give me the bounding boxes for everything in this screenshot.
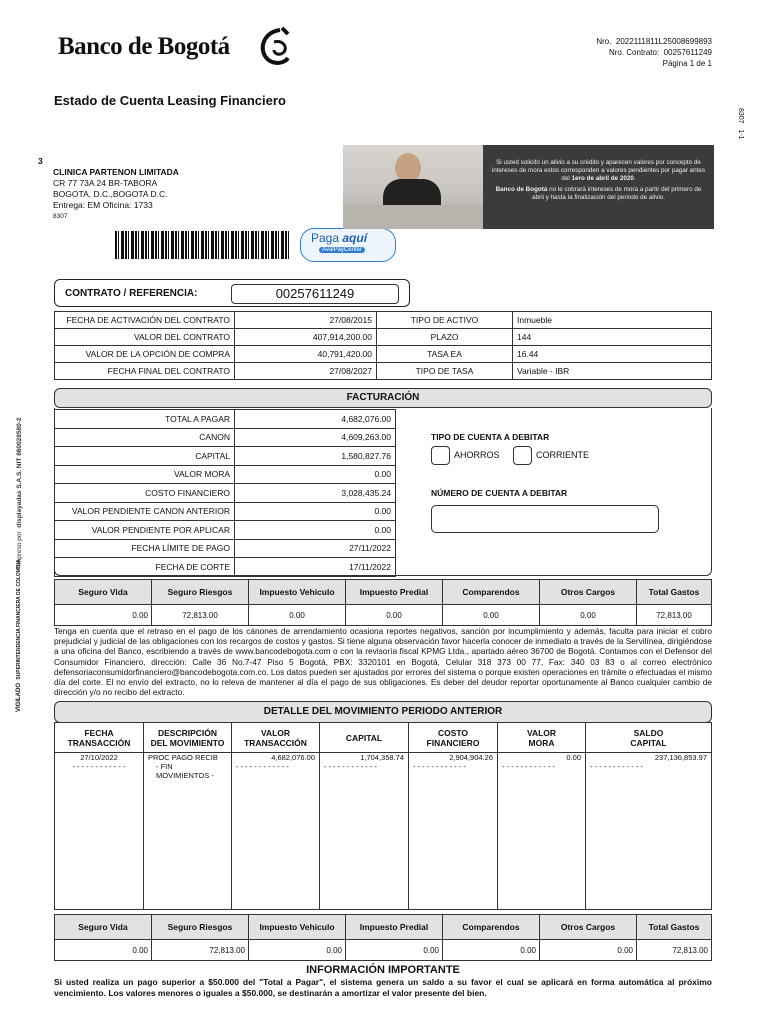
detail-value: 40,791,420.00 bbox=[235, 346, 377, 363]
billing-value: 1,580,827.76 bbox=[235, 447, 396, 466]
end-movements: - FIN MOVIMIENTOS - bbox=[156, 762, 214, 780]
movement-header-saldo: SALDO CAPITAL bbox=[586, 723, 712, 753]
page-indicator: Página 1 de 1 bbox=[662, 59, 712, 68]
charges-header: Seguro Vida bbox=[55, 580, 152, 605]
recipient-code: 8307 bbox=[53, 213, 68, 220]
detail-label: FECHA FINAL DEL CONTRATO bbox=[55, 363, 235, 380]
billing-label: CAPITAL bbox=[55, 447, 235, 466]
charges-header: Otros Cargos bbox=[540, 915, 637, 940]
charge-value: 0.00 bbox=[55, 940, 152, 961]
table-row bbox=[55, 410, 396, 429]
contract-reference-box bbox=[54, 279, 410, 307]
detail-value2: 144 bbox=[513, 329, 712, 346]
billing-label: VALOR PENDIENTE CANON ANTERIOR bbox=[55, 502, 235, 521]
side-code: 8307 1-1 bbox=[737, 108, 744, 140]
table-row bbox=[55, 558, 396, 577]
charges-header-row bbox=[55, 915, 712, 940]
charges-header: Impuesto Predial bbox=[346, 580, 443, 605]
charge-value: 72,813.00 bbox=[152, 940, 249, 961]
billing-value: 3,028,435.24 bbox=[235, 484, 396, 503]
detail-value: 27/08/2027 bbox=[235, 363, 377, 380]
detail-value2: 16.44 bbox=[513, 346, 712, 363]
charges-header: Impuesto Vehiculo bbox=[249, 580, 346, 605]
corriente-option[interactable] bbox=[513, 446, 589, 465]
dash-line: - - - - - - - - - - - - bbox=[236, 762, 289, 771]
detail-label2: TASA EA bbox=[377, 346, 513, 363]
charges-header: Impuesto Vehiculo bbox=[249, 915, 346, 940]
table-row bbox=[55, 605, 712, 626]
charges-header: Seguro Vida bbox=[55, 915, 152, 940]
promo-line2: no le cobrará intereses de mora a partir del primero de abril y hasta la finalización del periodo de alivio. bbox=[531, 186, 702, 201]
dash-line: - - - - - - - - - - - - bbox=[413, 762, 466, 771]
table-row bbox=[55, 521, 396, 540]
movement-date: 27/10/2022 bbox=[80, 753, 118, 762]
billing-value: 0.00 bbox=[235, 521, 396, 540]
promo-line1: Si usted solicitó un alivio a su crédito y aparecen valores por concepto de intereses de mora estos corresponden a valores pendientes por pagar antes del bbox=[491, 159, 706, 182]
table-row bbox=[55, 312, 712, 329]
promo-line2-bold: Banco de Bogotá bbox=[495, 186, 548, 193]
charges-header: Impuesto Predial bbox=[346, 915, 443, 940]
table-row bbox=[55, 502, 396, 521]
detail-value2: Variable - IBR bbox=[513, 363, 712, 380]
charges-header-row bbox=[55, 580, 712, 605]
printer-credit: Impreso por displayadas S.A.S. NIT 860028580-2 bbox=[16, 417, 23, 566]
movement-header-mora: VALOR MORA bbox=[498, 723, 586, 753]
recipient-number: 3 bbox=[38, 156, 43, 166]
badge-text2: aquí bbox=[342, 231, 368, 245]
movement-header-costo: COSTO FINANCIERO bbox=[409, 723, 498, 753]
promo-line1-bold: 1ero de abril de 2020 bbox=[571, 175, 634, 182]
dash-line: - - - - - - - - - - - - bbox=[502, 762, 555, 771]
table-row bbox=[55, 428, 396, 447]
nro-value: 2022111811L25008699893 bbox=[615, 37, 712, 46]
movement-value: 4,682,076.00 bbox=[271, 753, 315, 762]
account-number-field[interactable] bbox=[431, 505, 659, 533]
table-row bbox=[55, 346, 712, 363]
table-row bbox=[55, 753, 712, 910]
charge-value: 0.00 bbox=[249, 940, 346, 961]
promo-banner: Si usted solicitó un alivio a su crédito y aparecen valores por concepto de intereses de mora estos corresponden a valores pendientes por pagar antes del 1ero de abril de 2020. Banco de Bogotá no le cobrará intereses de mora a partir del primero de abril y hasta la finalización del periodo de alivio. bbox=[483, 145, 714, 229]
document-info bbox=[596, 36, 712, 69]
charge-value: 0.00 bbox=[55, 605, 152, 626]
contract-details-table bbox=[54, 311, 712, 380]
detail-label2: TIPO DE ACTIVO bbox=[377, 312, 513, 329]
detail-label2: TIPO DE TASA bbox=[377, 363, 513, 380]
promo-photo bbox=[343, 145, 483, 229]
charge-value: 72,813.00 bbox=[152, 605, 249, 626]
movement-mora: 0.00 bbox=[566, 753, 581, 762]
contract-reference-field bbox=[231, 284, 399, 304]
billing-label: COSTO FINANCIERO bbox=[55, 484, 235, 503]
billing-table bbox=[54, 409, 396, 577]
badge-text1: Paga bbox=[311, 231, 340, 245]
dash-line: - - - - - - - - - - - - bbox=[324, 762, 377, 771]
table-row bbox=[55, 329, 712, 346]
charges-header: Total Gastos bbox=[637, 580, 712, 605]
corriente-checkbox[interactable] bbox=[513, 446, 532, 465]
recipient-block bbox=[38, 156, 179, 222]
charge-value: 0.00 bbox=[540, 605, 637, 626]
charges-header: Otros Cargos bbox=[540, 580, 637, 605]
movement-description: PROC PAGO RECIB bbox=[148, 753, 218, 762]
corriente-label: CORRIENTE bbox=[536, 449, 590, 460]
billing-label: VALOR PENDIENTE POR APLICAR bbox=[55, 521, 235, 540]
movement-capital: 1,704,358.74 bbox=[360, 753, 404, 762]
detail-label: VALOR DE LA OPCIÓN DE COMPRA bbox=[55, 346, 235, 363]
movement-header-valor: VALOR TRANSACCIÓN bbox=[232, 723, 320, 753]
barcode bbox=[115, 231, 291, 259]
billing-value: 17/11/2022 bbox=[235, 558, 396, 577]
table-row bbox=[55, 447, 396, 466]
detail-value: 407,914,200.00 bbox=[235, 329, 377, 346]
info-title: INFORMACIÓN IMPORTANTE bbox=[306, 964, 460, 976]
charges-header: Comparendos bbox=[443, 580, 540, 605]
charge-value: 0.00 bbox=[249, 605, 346, 626]
table-row bbox=[55, 363, 712, 380]
movements-header-row bbox=[55, 723, 712, 753]
ahorros-option[interactable] bbox=[431, 446, 500, 465]
billing-value: 0.00 bbox=[235, 465, 396, 484]
table-row bbox=[55, 940, 712, 961]
charge-value: 72,813.00 bbox=[637, 605, 712, 626]
billing-value: 4,609,263.00 bbox=[235, 428, 396, 447]
vigilado-seal: VIGILADO SUPERINTENDENCIA FINANCIERA DE COLOMBIA bbox=[16, 559, 22, 712]
table-row bbox=[55, 539, 396, 558]
detail-value2: Inmueble bbox=[513, 312, 712, 329]
recipient-address1: CR 77 73A 24 BR-TABORA bbox=[53, 178, 158, 188]
movement-header-fecha: FECHA TRANSACCIÓN bbox=[55, 723, 144, 753]
billing-value: 4,682,076.00 bbox=[235, 410, 396, 429]
movement-saldo: 237,136,853.97 bbox=[654, 753, 707, 762]
detail-value: 27/08/2015 bbox=[235, 312, 377, 329]
movement-costo: 2,904,904.26 bbox=[449, 753, 493, 762]
movements-title: DETALLE DEL MOVIMIENTO PERIODO ANTERIOR bbox=[54, 701, 712, 723]
contract-reference-label: CONTRATO / REFERENCIA: bbox=[65, 288, 198, 299]
billing-label: VALOR MORA bbox=[55, 465, 235, 484]
bank-name: Banco de Bogotá bbox=[58, 33, 230, 60]
dash-line: - - - - - - - - - - - - bbox=[590, 762, 643, 771]
contrato-value: 00257611249 bbox=[663, 48, 712, 57]
table-row bbox=[55, 465, 396, 484]
charge-value: 0.00 bbox=[346, 940, 443, 961]
billing-label: TOTAL A PAGAR bbox=[55, 410, 235, 429]
charge-value: 72,813.00 bbox=[637, 940, 712, 961]
account-number-label: NÚMERO DE CUENTA A DEBITAR bbox=[431, 488, 568, 498]
charges-header: Seguro Riesgos bbox=[152, 580, 249, 605]
billing-label: CANON bbox=[55, 428, 235, 447]
paga-aqui-badge[interactable] bbox=[300, 228, 396, 262]
recipient-address2: BOGOTA, D.C.,BOGOTA D.C. bbox=[53, 189, 168, 199]
charges-table-2 bbox=[54, 914, 712, 961]
movements-table bbox=[54, 722, 712, 910]
bank-logo bbox=[58, 28, 298, 70]
info-text: Si usted realiza un pago superior a $50.000 del "Total a Pagar", el sistema genera un saldo a su favor el cual se aplicará en forma automática al próximo vencimiento. Los valores menores o iguales a $50.000, se destinarán a amortizar el valor presente del bien. bbox=[54, 977, 712, 998]
page-title: Estado de Cuenta Leasing Financiero bbox=[54, 93, 286, 108]
nro-label: Nro. bbox=[596, 37, 612, 46]
badge-text3: AvalPayCenter bbox=[319, 247, 365, 253]
table-row bbox=[55, 484, 396, 503]
recipient-delivery: Entrega: EM Oficina: 1733 bbox=[53, 200, 153, 210]
recipient-name: CLINICA PARTENON LIMITADA bbox=[53, 167, 179, 177]
charge-value: 0.00 bbox=[540, 940, 637, 961]
billing-label: FECHA LÍMITE DE PAGO bbox=[55, 539, 235, 558]
ahorros-label: AHORROS bbox=[454, 449, 500, 460]
charges-header: Total Gastos bbox=[637, 915, 712, 940]
billing-title: FACTURACIÓN bbox=[54, 388, 712, 408]
contrato-label: Nro. Contrato: bbox=[608, 48, 660, 57]
charges-table bbox=[54, 579, 712, 626]
ahorros-checkbox[interactable] bbox=[431, 446, 450, 465]
detail-label: FECHA DE ACTIVACIÓN DEL CONTRATO bbox=[55, 312, 235, 329]
movement-header-descripcion: DESCRIPCIÓN DEL MOVIMIENTO bbox=[144, 723, 232, 753]
charges-header: Seguro Riesgos bbox=[152, 915, 249, 940]
detail-label: VALOR DEL CONTRATO bbox=[55, 329, 235, 346]
charges-header: Comparendos bbox=[443, 915, 540, 940]
contract-reference-value: 00257611249 bbox=[275, 286, 355, 301]
charge-value: 0.00 bbox=[443, 940, 540, 961]
legal-notice: Tenga en cuenta que el retraso en el pago de los cánones de arrendamiento ocasiona reportes negativos, sanción por incumplimiento y además, faculta para iniciar el cobro prejudicial y judicial de las obligaciones con los recargos de costos y gastos. Si tiene alguna observación favor hacerla conocer de inmediato a través de la Servilínea, dirigiéndose a una oficina del Banco, escribiendo a través de www.bancodebogota.com o con la revisoría fiscal KPMG Ltda., apartado aéreo 36700 de Bogotá. Contamos con el Defensor del Consumidor Financiero, dirección: Calle 36 No.7-47 Piso 5 Bogotá, PBX: 3320101 en Bogotá, Celular 318 373 00 77, Fax: 340 03 83 o al correo electrónico defensoriaconsumidorfinanciero@bancodebogota.com.co. Los datos pueden ser ajustados por errores del sistema o porque existen operaciones en trámite o efectuadas el mismo día del corte. El no envío del extracto, no lo releva de mantener al día el pago de sus obligaciones. Es deber del deudor reportar oportunamente al Banco cualquier cambio de dirección y/o no recibo del extracto. bbox=[54, 626, 712, 698]
bank-logo-icon bbox=[254, 26, 294, 68]
charge-value: 0.00 bbox=[346, 605, 443, 626]
dash-line: - - - - - - - - - - - - bbox=[72, 762, 126, 771]
charge-value: 0.00 bbox=[443, 605, 540, 626]
detail-label2: PLAZO bbox=[377, 329, 513, 346]
account-type-label: TIPO DE CUENTA A DEBITAR bbox=[431, 432, 550, 442]
billing-value: 0.00 bbox=[235, 502, 396, 521]
billing-label: FECHA DE CORTE bbox=[55, 558, 235, 577]
movement-header-capital: CAPITAL bbox=[320, 723, 409, 753]
billing-value: 27/11/2022 bbox=[235, 539, 396, 558]
